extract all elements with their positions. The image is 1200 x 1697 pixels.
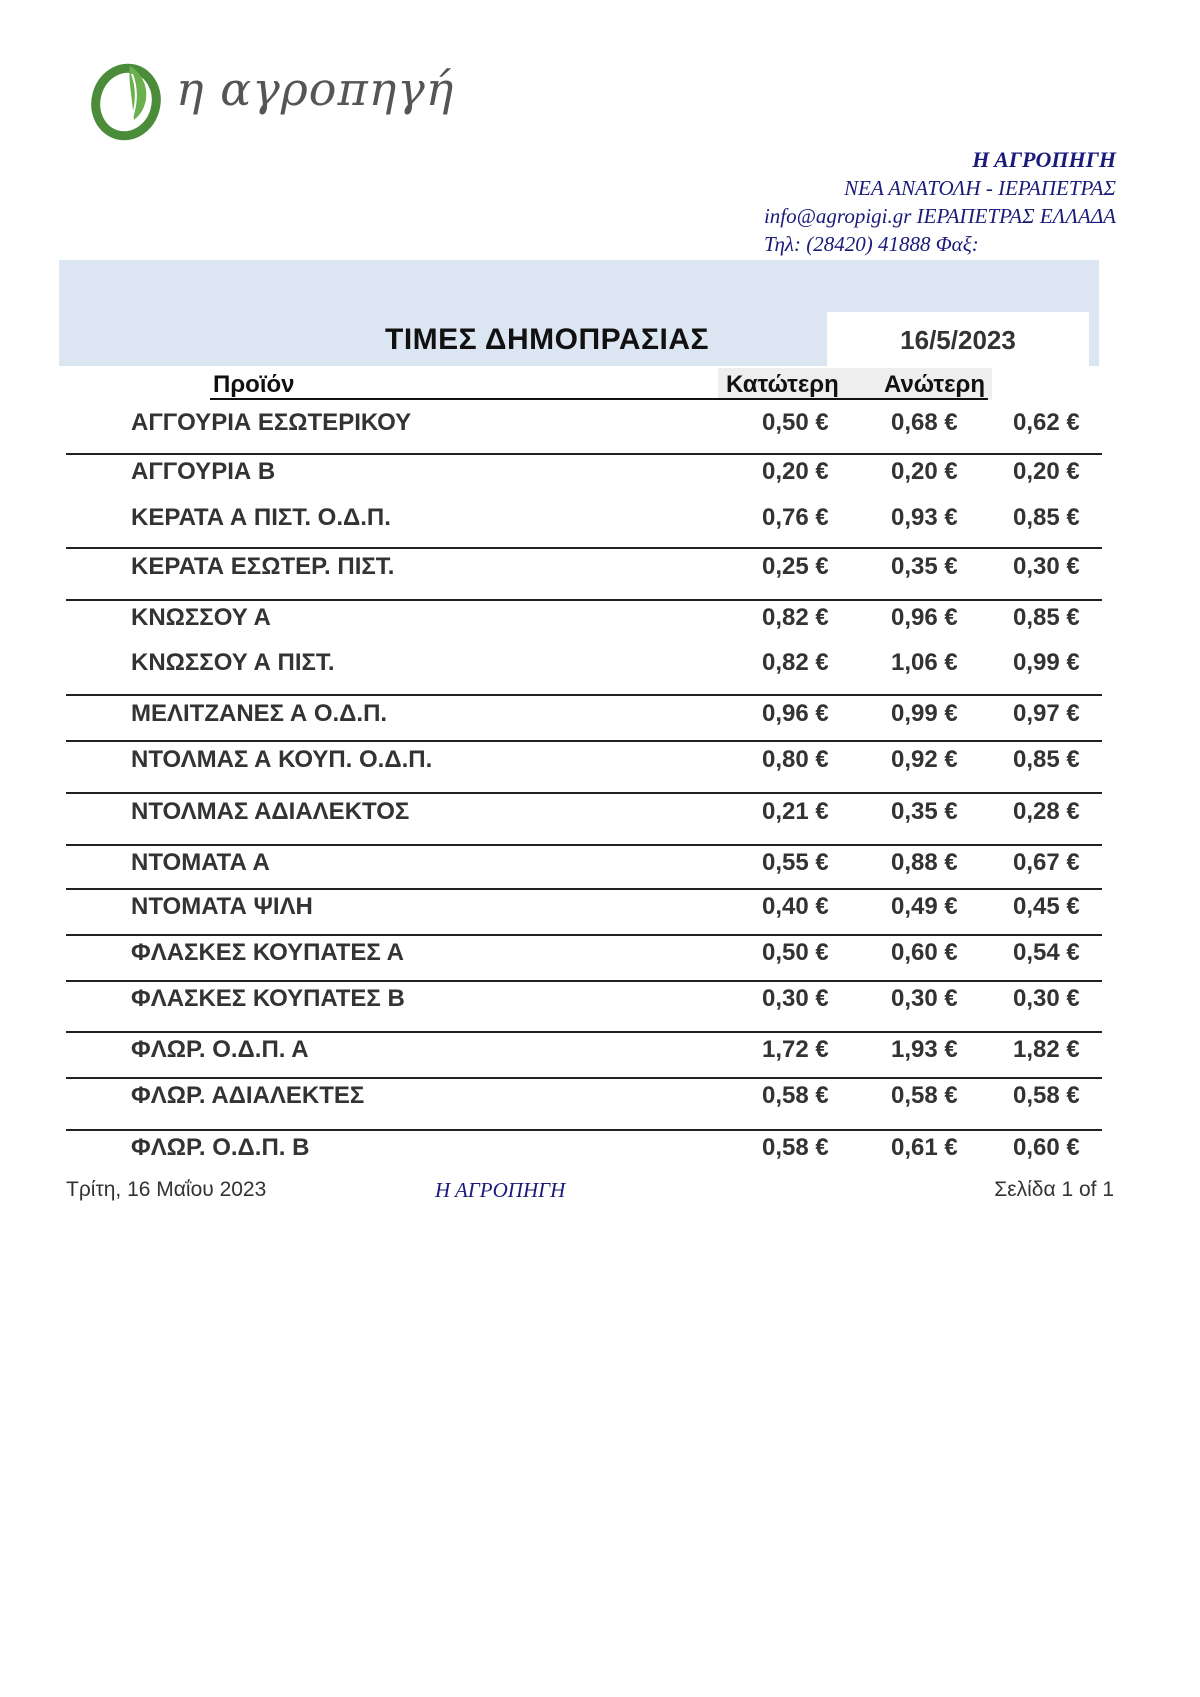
low-price: 0,20 € bbox=[762, 458, 829, 485]
company-info bbox=[764, 146, 1116, 258]
low-price: 0,82 € bbox=[762, 604, 829, 631]
avg-price: 0,45 € bbox=[1013, 893, 1080, 920]
company-address: ΝΕΑ ΑΝΑΤΟΛΗ - ΙΕΡΑΠΕΤΡΑΣ bbox=[844, 176, 1116, 200]
low-price: 0,58 € bbox=[762, 1082, 829, 1109]
low-price: 0,30 € bbox=[762, 985, 829, 1012]
product-name: ΦΛΑΣΚΕΣ ΚΟΥΠΑΤΕΣ Α bbox=[131, 939, 404, 966]
table-row bbox=[0, 843, 1200, 883]
high-price: 0,92 € bbox=[891, 746, 958, 773]
row-separator bbox=[66, 1031, 1102, 1033]
high-price: 0,93 € bbox=[891, 504, 958, 531]
low-price: 0,50 € bbox=[762, 409, 829, 436]
high-price: 0,58 € bbox=[891, 1082, 958, 1109]
avg-price: 0,54 € bbox=[1013, 939, 1080, 966]
company-logo bbox=[86, 56, 455, 156]
footer-date: Τρίτη, 16 Μαΐου 2023 bbox=[66, 1178, 267, 1201]
low-price: 1,72 € bbox=[762, 1036, 829, 1063]
table-row bbox=[0, 452, 1200, 492]
row-separator bbox=[66, 453, 1102, 455]
avg-price: 0,28 € bbox=[1013, 798, 1080, 825]
avg-price: 0,85 € bbox=[1013, 746, 1080, 773]
row-separator bbox=[66, 980, 1102, 982]
avg-price: 0,58 € bbox=[1013, 1082, 1080, 1109]
table-row bbox=[0, 403, 1200, 443]
table-row bbox=[0, 643, 1200, 683]
low-price: 0,58 € bbox=[762, 1134, 829, 1161]
avg-price: 0,67 € bbox=[1013, 849, 1080, 876]
column-header-product: Προϊόν bbox=[213, 371, 295, 398]
product-name: ΑΓΓΟΥΡΙΑ Β bbox=[131, 458, 276, 485]
high-price: 0,20 € bbox=[891, 458, 958, 485]
product-name: ΦΛΩΡ. ΑΔΙΑΛΕΚΤΕΣ bbox=[131, 1082, 365, 1109]
product-name: ΦΛΩΡ. Ο.Δ.Π. Β bbox=[131, 1134, 310, 1161]
row-separator bbox=[66, 844, 1102, 846]
footer-page: Σελίδα 1 of 1 bbox=[994, 1178, 1114, 1201]
low-price: 0,21 € bbox=[762, 798, 829, 825]
company-email: info@agropigi.gr ΙΕΡΑΠΕΤΡΑΣ ΕΛΛΑΔΑ bbox=[763, 204, 1116, 228]
table-row bbox=[0, 792, 1200, 832]
product-name: ΚΝΩΣΣΟΥ Α ΠΙΣΤ. bbox=[131, 649, 335, 676]
avg-price: 0,62 € bbox=[1013, 409, 1080, 436]
table-row bbox=[0, 694, 1200, 734]
row-separator bbox=[66, 888, 1102, 890]
row-separator bbox=[66, 694, 1102, 696]
row-separator bbox=[66, 740, 1102, 742]
high-price: 0,61 € bbox=[891, 1134, 958, 1161]
high-price: 0,68 € bbox=[891, 409, 958, 436]
avg-price: 0,85 € bbox=[1013, 504, 1080, 531]
high-price: 0,49 € bbox=[891, 893, 958, 920]
table-row bbox=[0, 1076, 1200, 1116]
avg-price: 0,99 € bbox=[1013, 649, 1080, 676]
product-name: ΦΛΑΣΚΕΣ ΚΟΥΠΑΤΕΣ Β bbox=[131, 985, 405, 1012]
product-name: ΚΝΩΣΣΟΥ Α bbox=[131, 604, 271, 631]
low-price: 0,82 € bbox=[762, 649, 829, 676]
table-row bbox=[0, 740, 1200, 780]
company-phone: Τηλ: (28420) 41888 Φαξ: bbox=[763, 232, 979, 256]
high-price: 0,88 € bbox=[891, 849, 958, 876]
low-price: 0,25 € bbox=[762, 553, 829, 580]
header-underline bbox=[210, 398, 988, 400]
logo-text: η αγροπηγή bbox=[176, 62, 455, 116]
high-price: 0,99 € bbox=[891, 700, 958, 727]
table-row bbox=[0, 598, 1200, 638]
product-name: ΝΤΟΛΜΑΣ ΑΔΙΑΛΕΚΤΟΣ bbox=[131, 798, 410, 825]
leaf-icon bbox=[86, 56, 166, 146]
table-row bbox=[0, 547, 1200, 587]
high-price: 0,30 € bbox=[891, 985, 958, 1012]
product-name: ΜΕΛΙΤΖΑΝΕΣ Α Ο.Δ.Π. bbox=[131, 700, 388, 727]
table-row bbox=[0, 979, 1200, 1019]
column-header-low: Κατώτερη bbox=[726, 371, 839, 398]
avg-price: 0,85 € bbox=[1013, 604, 1080, 631]
product-name: ΚΕΡΑΤΑ ΕΣΩΤΕΡ. ΠΙΣΤ. bbox=[131, 553, 395, 580]
product-name: ΚΕΡΑΤΑ Α ΠΙΣΤ. Ο.Δ.Π. bbox=[131, 504, 391, 531]
product-name: ΝΤΟΜΑΤΑ Α bbox=[131, 849, 270, 876]
high-price: 0,60 € bbox=[891, 939, 958, 966]
product-name: ΝΤΟΜΑΤΑ ΨΙΛΗ bbox=[131, 893, 313, 920]
product-name: ΝΤΟΛΜΑΣ Α ΚΟΥΠ. Ο.Δ.Π. bbox=[131, 746, 433, 773]
avg-price: 1,82 € bbox=[1013, 1036, 1080, 1063]
high-price: 1,93 € bbox=[891, 1036, 958, 1063]
high-price: 0,35 € bbox=[891, 798, 958, 825]
row-separator bbox=[66, 934, 1102, 936]
report-date: 16/5/2023 bbox=[827, 312, 1089, 366]
row-separator bbox=[66, 792, 1102, 794]
high-price: 0,35 € bbox=[891, 553, 958, 580]
low-price: 0,40 € bbox=[762, 893, 829, 920]
avg-price: 0,20 € bbox=[1013, 458, 1080, 485]
avg-price: 0,60 € bbox=[1013, 1134, 1080, 1161]
table-row bbox=[0, 887, 1200, 927]
avg-price: 0,30 € bbox=[1013, 985, 1080, 1012]
footer-company: Η ΑΓΡΟΠΗΓΗ bbox=[435, 1178, 566, 1202]
low-price: 0,80 € bbox=[762, 746, 829, 773]
product-name: ΑΓΓΟΥΡΙΑ ΕΣΩΤΕΡΙΚΟΥ bbox=[131, 409, 412, 436]
low-price: 0,50 € bbox=[762, 939, 829, 966]
low-price: 0,55 € bbox=[762, 849, 829, 876]
avg-price: 0,97 € bbox=[1013, 700, 1080, 727]
column-header-high: Ανώτερη bbox=[884, 371, 986, 398]
row-separator bbox=[66, 1077, 1102, 1079]
row-separator bbox=[66, 599, 1102, 601]
product-name: ΦΛΩΡ. Ο.Δ.Π. Α bbox=[131, 1036, 309, 1063]
low-price: 0,96 € bbox=[762, 700, 829, 727]
page-title: ΤΙΜΕΣ ΔΗΜΟΠΡΑΣΙΑΣ bbox=[385, 323, 710, 356]
high-price: 1,06 € bbox=[891, 649, 958, 676]
table-row bbox=[0, 933, 1200, 973]
table-row bbox=[0, 498, 1200, 538]
row-separator bbox=[66, 1129, 1102, 1131]
row-separator bbox=[66, 547, 1102, 549]
table-row bbox=[0, 1030, 1200, 1070]
high-price: 0,96 € bbox=[891, 604, 958, 631]
company-name: Η ΑΓΡΟΠΗΓΗ bbox=[972, 147, 1116, 172]
low-price: 0,76 € bbox=[762, 504, 829, 531]
table-row bbox=[0, 1128, 1200, 1168]
avg-price: 0,30 € bbox=[1013, 553, 1080, 580]
